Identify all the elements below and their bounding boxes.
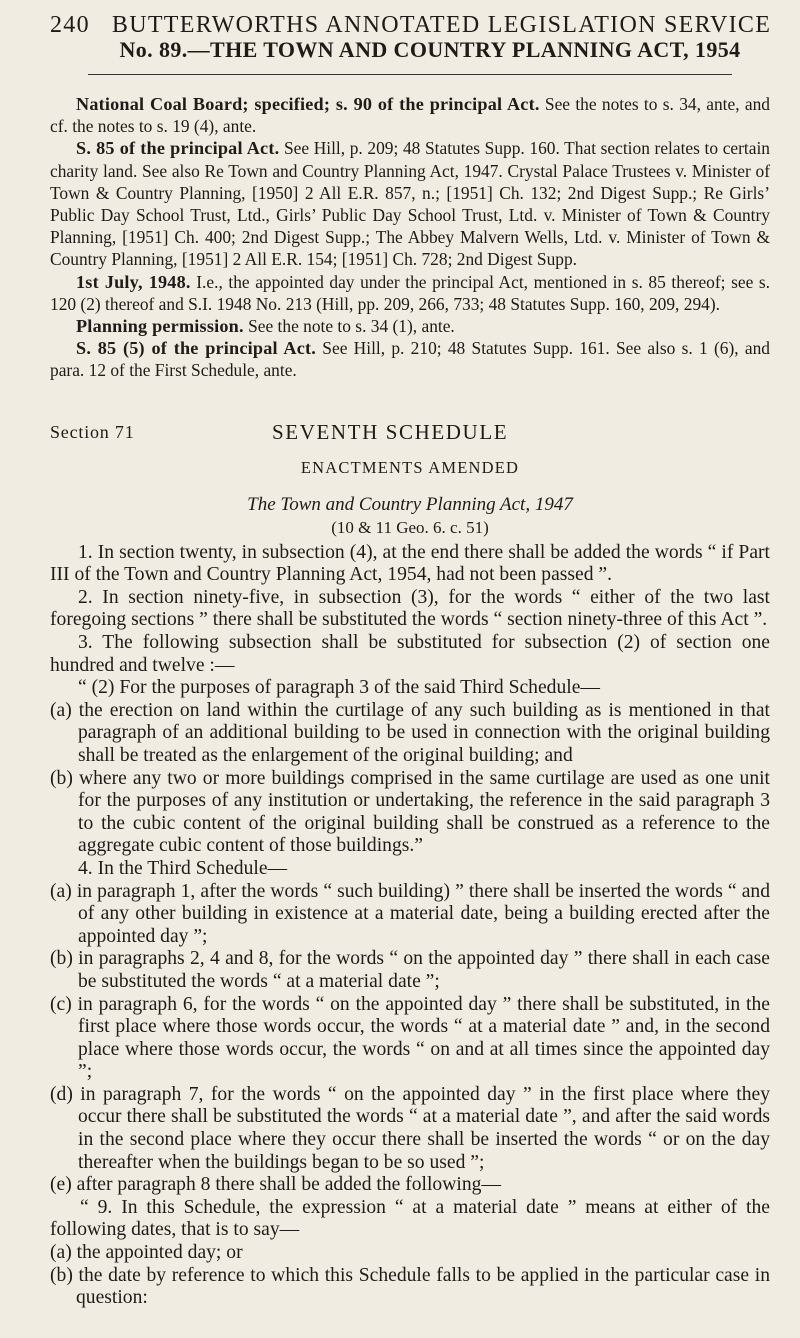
note-text: See the notes to s. 34, ante, and cf. the notes to s. 19 (4), ante. <box>50 94 770 137</box>
annotation-notes <box>50 93 770 382</box>
paragraph-2: 2. In section ninety-five, in subsection (3), for the words “ either of the two last foregoing sections ” there shall be substituted the words “ section ninety-three of this Act ”. <box>50 586 770 631</box>
schedule-subheading: ENACTMENTS AMENDED <box>300 457 520 477</box>
amendment-item-c: (c) in paragraph 6, for the words “ on the appointed day ” there shall be substituted, in the first place where those words occur, the words “ at a material date ” and, in the second place where those words occur, the words “ on and at all times since the appointed day ”; <box>50 993 770 1083</box>
subsection-item-b: (b) where any two or more buildings comprised in the same curtilage are used as one unit for the purposes of any institution or undertaking, the reference in the said paragraph 3 to the cubic content of the original building shall be construed as a reference to the aggregate cubic content of those buildings.” <box>50 767 770 857</box>
note-lead: National Coal Board; specified; s. 90 of the principal Act. <box>76 94 540 114</box>
note-lead: 1st July, 1948. <box>76 271 191 292</box>
amendment-item-b: (b) in paragraphs 2, 4 and 8, for the words “ on the appointed day ” there shall in each case be substituted the words “ at a material date ”; <box>50 948 770 992</box>
note-text: See Hill, p. 209; 48 Statutes Supp. 160. That section relates to certain charity land. See also Re Town and Country Planning Act, 1947. Crystal Palace Trustees v. Minister of Town & Country Planning, [1950] 2 All E.R. 857, n.; [1951] Ch. 132; 2nd Digest Supp.; Re Girls’ Public Day School Trust, Ltd., Girls’ Public Day School Trust, Ltd. v. Minister of Town & Country Planning, [1951] Ch. 400; 2nd Digest Supp.; The Abbey Malvern Wells, Ltd. v. Minister of Town & Country Planning, [1951] 2 All E.R. 154; [1951] Ch. 728; 2nd Digest Supp. <box>50 138 771 270</box>
section-reference: Section 71 <box>50 421 135 442</box>
paragraph-3: 3. The following subsection shall be substituted for subsection (2) of section one hundred and twelve :— <box>50 632 770 676</box>
note <box>50 271 770 315</box>
note-lead: S. 85 (5) of the principal Act. <box>76 338 317 359</box>
schedule-body <box>50 542 770 1310</box>
subsection-item-a: (a) the erection on land within the curtilage of any such building as is mentioned in that paragraph of an additional building to be used in connection with the original building shall be treated as the enlargement of the original building; and <box>50 699 770 766</box>
amendment-item-d: (d) in paragraph 7, for the words “ on the appointed day ” in the first place where they occur there shall be substituted the words “ at a material date ”, and after the said words in the second place where they occur there shall be inserted the words “ or on the day thereafter when the buildings began to be so used ”; <box>50 1083 770 1173</box>
note-text: See the note to s. 34 (1), ante. <box>243 316 455 337</box>
amendment-item-e: (e) after paragraph 8 there shall be added the following— <box>50 1174 502 1196</box>
note-text: I.e., the appointed day under the principal Act, mentioned in s. 85 thereof; see s. 120 (2) thereof and S.I. 1948 No. 213 (Hill, pp. 209, 266, 733; 48 Statutes Supp. 160, 209, 294). <box>50 271 770 314</box>
note-text: See Hill, p. 210; 48 Statutes Supp. 161. See also s. 1 (6), and para. 12 of the First Schedule, ante. <box>50 338 770 381</box>
schedule-title: SEVENTH SCHEDULE <box>272 419 509 444</box>
schedule-heading-line <box>50 419 770 448</box>
act-citation: (10 & 11 Geo. 6. c. 51) <box>331 517 489 537</box>
note <box>50 137 770 270</box>
date-item-b: (b) the date by reference to which this Schedule falls to be applied in the particular case in question: <box>50 1264 770 1309</box>
amendment-item-a: (a) in paragraph 1, after the words “ such building) ” there shall be inserted the words “ and of any other building in existence at a material date, being a building erected after the appointed day ”; <box>50 880 770 947</box>
note <box>50 315 770 337</box>
paragraph-4: 4. In the Third Schedule— <box>78 857 288 879</box>
note-lead: S. 85 of the principal Act. <box>76 138 280 159</box>
act-subtitle: No. 89.—THE TOWN AND COUNTRY PLANNING ACT, 1954 <box>119 37 741 62</box>
page-number: 240 <box>50 12 90 38</box>
paragraph-1: 1. In section twenty, in subsection (4), at the end there shall be added the words “ if Part III of the Town and Country Planning Act, 1954, had not been passed ”. <box>50 541 770 586</box>
running-header <box>50 12 770 38</box>
header-rule <box>88 74 732 75</box>
date-item-a: (a) the appointed day; or <box>50 1242 243 1264</box>
note-lead: Planning permission. <box>76 316 244 337</box>
added-paragraph-9: “ 9. In this Schedule, the expression “ at a material date ” means at either of the following dates, that is to say— <box>50 1196 770 1241</box>
note <box>50 337 770 381</box>
substituted-subsection: “ (2) For the purposes of paragraph 3 of the said Third Schedule— <box>78 677 600 699</box>
act-title: The Town and Country Planning Act, 1947 <box>247 493 573 515</box>
running-title: BUTTERWORTHS ANNOTATED LEGISLATION SERVICE <box>111 12 772 38</box>
note <box>50 93 770 137</box>
